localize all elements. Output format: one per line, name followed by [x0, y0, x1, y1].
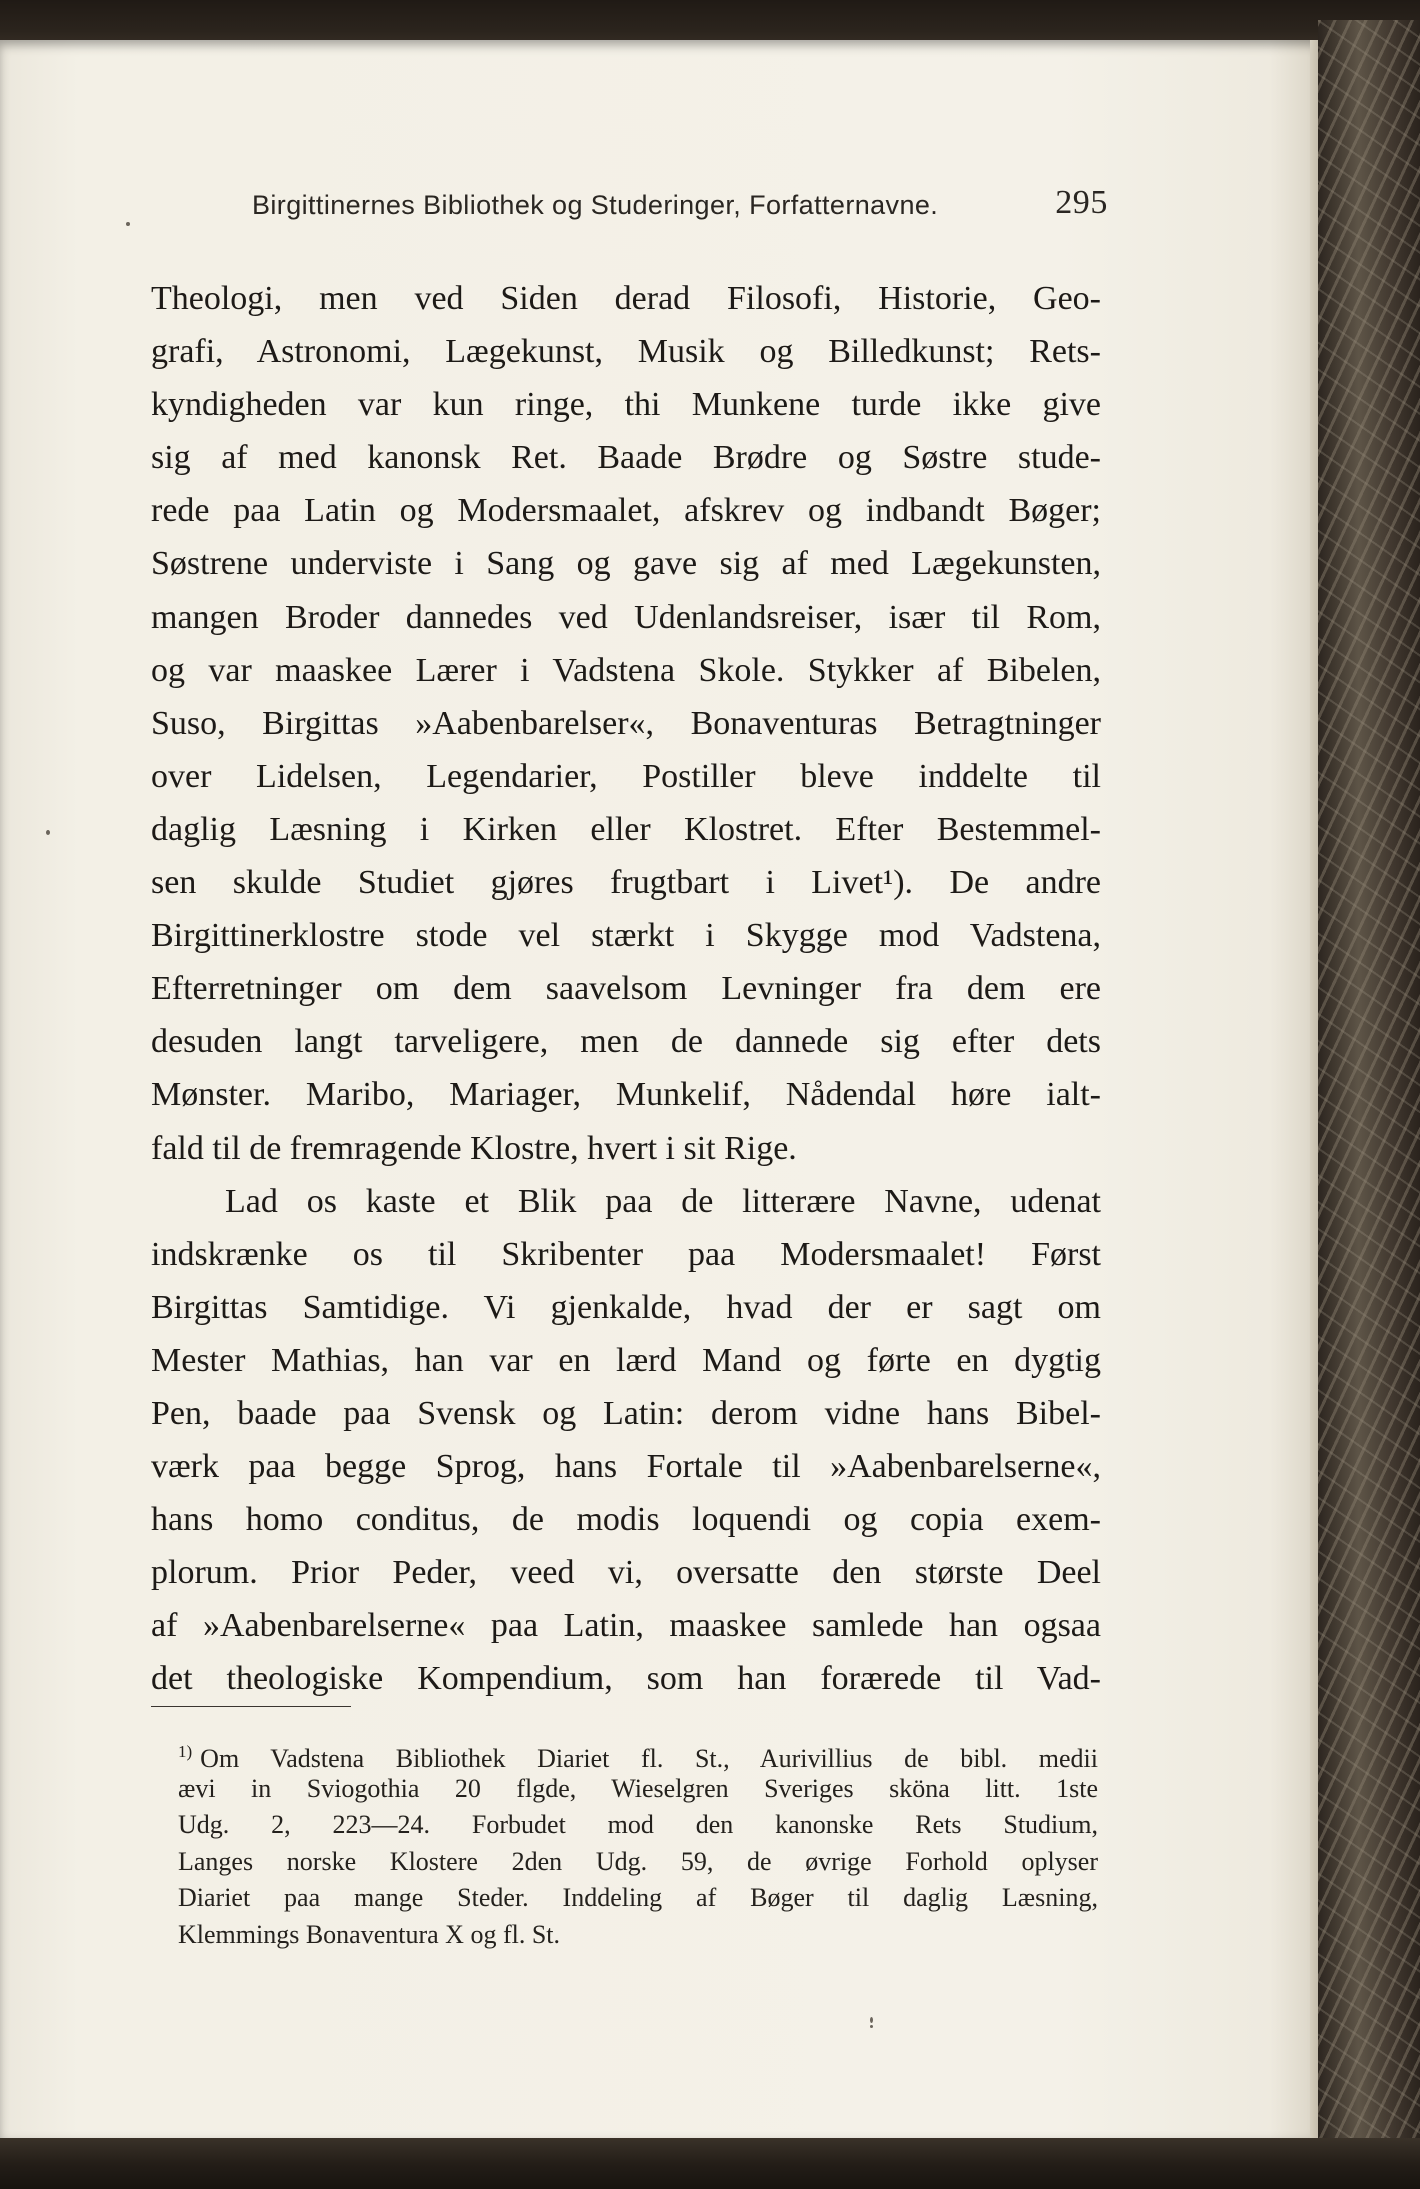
- body-text: [151, 272, 1101, 1706]
- footnote-line: Langes norske Klostere 2den Udg. 59, de øvrige Forhold oplyser: [178, 1846, 1098, 1876]
- running-title: Birgittinernes Bibliothek og Studeringer, Forfatternavne.: [252, 190, 939, 220]
- text-line: af »Aabenbarelserne« paa Latin, maaskee samlede han ogsaa: [151, 1607, 1101, 1645]
- text-line: Mønster. Maribo, Mariager, Munkelif, Nådendal høre ialt-: [151, 1076, 1101, 1114]
- text-line: det theologiske Kompendium, som han forærede til Vad-: [151, 1660, 1101, 1698]
- text-line: hans homo conditus, de modis loquendi og copia exem-: [151, 1501, 1101, 1539]
- footnote-line: Udg. 2, 223—24. Forbudet mod den kanonske Rets Studium,: [178, 1810, 1098, 1840]
- text-line: daglig Læsning i Kirken eller Klostret. Efter Bestemmel-: [151, 810, 1101, 848]
- text-line: kyndigheden var kun ringe, thi Munkene turde ikke give: [151, 386, 1101, 424]
- footnote-line-text: Om Vadstena Bibliothek Diariet fl. St., Aurivillius de bibl. medii: [200, 1744, 1098, 1773]
- paper-speck: [46, 830, 50, 835]
- text-line: Lad os kaste et Blik paa de litterære Navne, udenat: [225, 1182, 1101, 1220]
- footnote-line: ævi in Sviogothia 20 flgde, Wieselgren Sveriges sköna litt. 1ste: [178, 1773, 1098, 1803]
- text-line: Efterretninger om dem saavelsom Levninger fra dem ere: [151, 970, 1101, 1008]
- text-line: plorum. Prior Peder, veed vi, oversatte den største Deel: [151, 1554, 1101, 1592]
- footnote-line: [178, 1734, 1098, 1771]
- text-line: desuden langt tarveligere, men de dannede sig efter dets: [151, 1023, 1101, 1061]
- book-bottom-edge: [0, 2138, 1420, 2189]
- text-line: Birgittinerklostre stode vel stærkt i Skygge mod Vadstena,: [151, 917, 1101, 955]
- text-line: Søstrene underviste i Sang og gave sig af med Lægekunsten,: [151, 545, 1101, 583]
- page-number: 295: [1055, 184, 1108, 221]
- text-line: sen skulde Studiet gjøres frugtbart i Livet¹). De andre: [151, 864, 1101, 902]
- text-line: mangen Broder dannedes ved Udenlandsreiser, især til Rom,: [151, 598, 1101, 636]
- text-line: Birgittas Samtidige. Vi gjenkalde, hvad der er sagt om: [151, 1288, 1101, 1326]
- text-line: grafi, Astronomi, Lægekunst, Musik og Billedkunst; Rets-: [151, 333, 1101, 371]
- footnote-line: Klemmings Bonaventura X og fl. St.: [178, 1919, 561, 1949]
- paper-speck: [870, 2017, 873, 2023]
- footnote-marker: 1): [178, 1742, 193, 1761]
- marbled-endpaper: [1318, 20, 1420, 2170]
- text-line: indskrænke os til Skribenter paa Modersmaalet! Først: [151, 1235, 1101, 1273]
- paper-speck: [126, 222, 130, 226]
- text-line: Theologi, men ved Siden derad Filosofi, Historie, Geo-: [151, 280, 1101, 317]
- text-line: fald til de fremragende Klostre, hvert i sit Rige.: [151, 1129, 797, 1167]
- text-line: over Lidelsen, Legendarier, Postiller bleve inddelte til: [151, 757, 1101, 795]
- text-line: Mester Mathias, han var en lærd Mand og førte en dygtig: [151, 1341, 1101, 1379]
- text-line: Pen, baade paa Svensk og Latin: derom vidne hans Bibel-: [151, 1394, 1101, 1432]
- footnote: [178, 1734, 1098, 1954]
- text-line: sig af med kanonsk Ret. Baade Brødre og Søstre stude-: [151, 439, 1101, 477]
- footnote-rule: [151, 1706, 351, 1707]
- text-line: og var maaskee Lærer i Vadstena Skole. Stykker af Bibelen,: [151, 651, 1101, 689]
- running-header: [252, 184, 1108, 228]
- text-line: rede paa Latin og Modersmaalet, afskrev og indbandt Bøger;: [151, 492, 1101, 530]
- footnote-line: Diariet paa mange Steder. Inddeling af Bøger til daglig Læsning,: [178, 1883, 1098, 1913]
- text-line: værk paa begge Sprog, hans Fortale til »Aabenbarelserne«,: [151, 1448, 1101, 1486]
- text-line: Suso, Birgittas »Aabenbarelser«, Bonaventuras Betragtninger: [151, 704, 1101, 742]
- paper-speck: [870, 2025, 873, 2028]
